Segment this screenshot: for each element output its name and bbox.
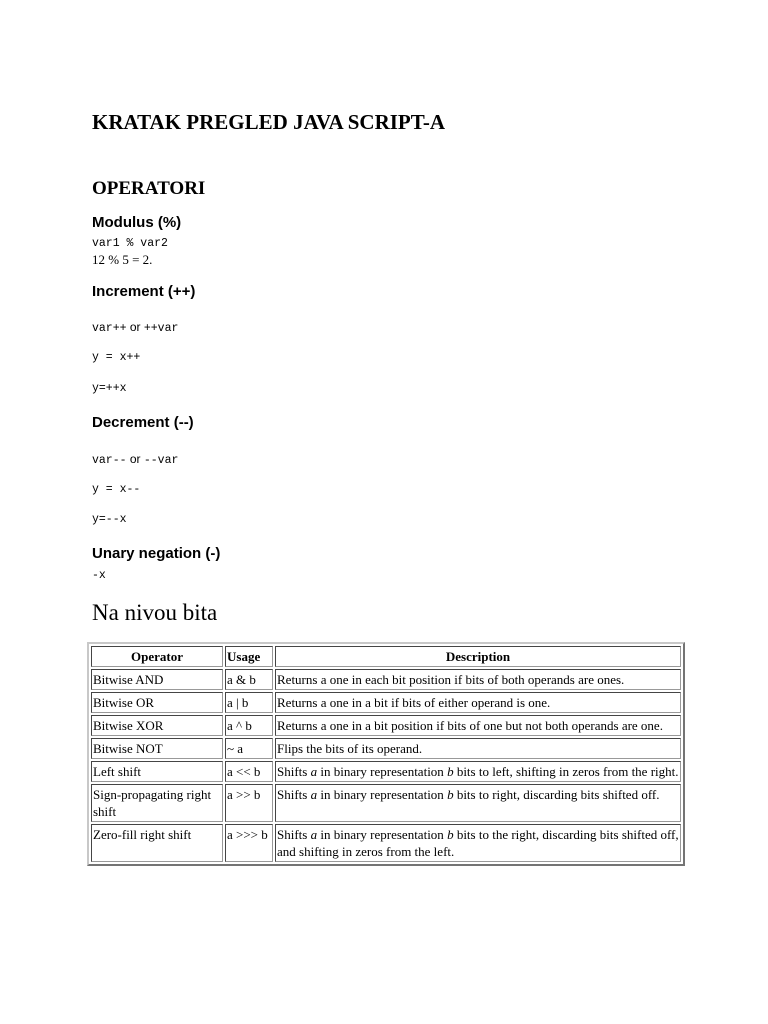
heading-modulus: Modulus (%) [92,214,182,231]
cell-description [275,715,681,736]
description-text: Shifts [277,764,311,779]
code-increment-prefix: ++var [143,322,179,335]
code-modulus: var1 % var2 [92,237,168,250]
cell-operator: Bitwise XOR [91,715,223,736]
heading-increment: Increment (++) [92,283,196,300]
description-text: Returns a one in a bit position if bits of one but not both operands are one. [277,718,663,733]
description-variable: a [310,827,318,842]
heading-na-nivou-bita: Na nivou bita [92,600,218,625]
cell-usage: a & b [225,669,273,690]
document-title: KRATAK PREGLED JAVA SCRIPT-A [92,110,445,134]
cell-description [275,761,681,782]
code-increment-line1 [92,320,178,335]
cell-usage: a ^ b [225,715,273,736]
description-text: Returns a one in each bit position if bits of both operands are ones. [277,672,625,687]
description-text: in binary representation [317,764,448,779]
description-text: bits to the right, discarding bits shifted off, and shifting in zeros from the left. [277,827,679,859]
code-increment-line2: y = x++ [92,351,141,364]
description-variable: b [447,787,454,802]
code-decrement-line3: y=--x [92,513,127,526]
heading-decrement: Decrement (--) [92,414,194,431]
cell-operator: Bitwise NOT [91,738,223,759]
cell-operator: Zero-fill right shift [91,824,223,862]
cell-operator: Bitwise AND [91,669,223,690]
description-variable: a [310,787,318,802]
cell-operator: Bitwise OR [91,692,223,713]
bitwise-operators-table [87,642,685,866]
cell-description [275,824,681,862]
code-increment-line3: y=++x [92,382,127,395]
table-header-row [91,646,681,667]
cell-description [275,669,681,690]
table-row [91,715,681,736]
description-text: bits to left, shifting in zeros from the right. [453,764,679,779]
description-variable: b [447,764,454,779]
cell-operator: Sign-propagating right shift [91,784,223,822]
description-text: in binary representation [317,787,448,802]
cell-description [275,784,681,822]
cell-usage: a >> b [225,784,273,822]
code-decrement-line2: y = x-- [92,483,141,496]
code-unary-negation: -x [92,569,106,582]
cell-operator: Left shift [91,761,223,782]
cell-usage: a | b [225,692,273,713]
description-text: bits to right, discarding bits shifted off. [453,787,660,802]
description-variable: a [310,764,318,779]
header-operator: Operator [91,646,223,667]
description-variable: b [447,827,454,842]
description-text: in binary representation [317,827,448,842]
code-increment-postfix: var++ [92,322,127,335]
table-row [91,669,681,690]
code-decrement-postfix: var-- [92,454,127,467]
table-row [91,784,681,822]
description-text: Flips the bits of its operand. [277,741,423,756]
cell-usage: a << b [225,761,273,782]
heading-unary-negation: Unary negation (-) [92,545,221,562]
description-text: Shifts [277,827,311,842]
cell-usage: ~ a [225,738,273,759]
header-usage: Usage [225,646,273,667]
example-modulus: 12 % 5 = 2. [92,252,153,267]
header-description: Description [275,646,681,667]
code-decrement-line1 [92,452,178,467]
description-text: Shifts [277,787,311,802]
or-text: or [126,452,144,466]
cell-usage: a >>> b [225,824,273,862]
code-decrement-prefix: --var [143,454,179,467]
table-row [91,824,681,862]
table-row [91,738,681,759]
table-row [91,692,681,713]
cell-description [275,738,681,759]
description-text: Returns a one in a bit if bits of either operand is one. [277,695,551,710]
cell-description [275,692,681,713]
section-title-operatori: OPERATORI [92,178,206,199]
table-row [91,761,681,782]
table-body [91,669,681,862]
or-text: or [126,320,144,334]
